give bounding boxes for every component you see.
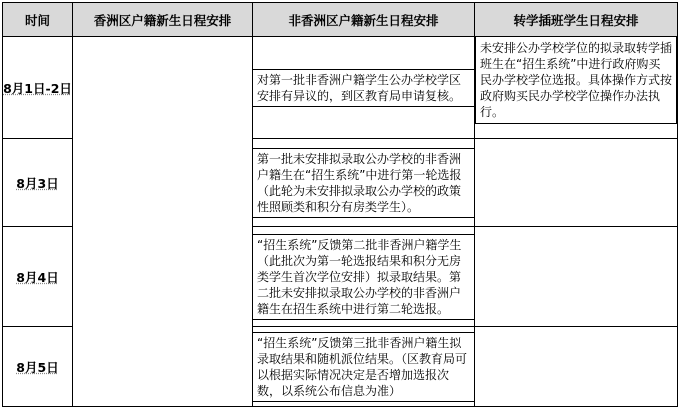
header-transfer: 转学插班学生日程安排 bbox=[475, 3, 678, 37]
table-row bbox=[3, 37, 678, 139]
hk-local-cell bbox=[73, 37, 253, 407]
non-hk-cell: “招生系统”反馈第三批非香洲户籍生拟录取结果和随机派位结果。（区教育局可以根据实际情况决定是否增加选报次数，以系统公布信息为准） bbox=[253, 327, 475, 407]
header-row bbox=[3, 3, 678, 37]
date-cell: 8月1日-2日 bbox=[3, 37, 73, 139]
date-cell: 8月5日 bbox=[3, 327, 73, 407]
date-cell: 8月3日 bbox=[3, 139, 73, 227]
header-hk-local: 香洲区户籍新生日程安排 bbox=[73, 3, 253, 37]
non-hk-cell: “招生系统”反馈第二批非香洲户籍学生（此批次为第一轮选报结果和积分无房类学生首次学位安排）拟录取结果。第二批未安排拟录取公办学校的非香洲户籍生在招生系统中进行第二轮选报。 bbox=[253, 227, 475, 327]
header-time: 时间 bbox=[3, 3, 73, 37]
non-hk-cell: 对第一批非香洲户籍学生公办学校学区安排有异议的，到区教育局申请复核。 bbox=[253, 37, 475, 139]
schedule-table bbox=[2, 2, 678, 407]
transfer-cell bbox=[475, 327, 678, 407]
transfer-cell bbox=[475, 227, 678, 327]
date-cell: 8月4日 bbox=[3, 227, 73, 327]
transfer-cell bbox=[475, 139, 678, 227]
header-non-hk: 非香洲区户籍新生日程安排 bbox=[253, 3, 475, 37]
transfer-cell: 未安排公办学校学位的拟录取转学插班生在“招生系统”中进行政府购买民办学校学位选报。具体操作方式按政府购买民办学校学位操作办法执行。 bbox=[475, 37, 678, 139]
non-hk-cell: 第一批未安排拟录取公办学校的非香洲户籍生在“招生系统”中进行第一轮选报（此轮为未安排拟录取公办学校的政策性照顾类和积分有房类学生）。 bbox=[253, 139, 475, 227]
